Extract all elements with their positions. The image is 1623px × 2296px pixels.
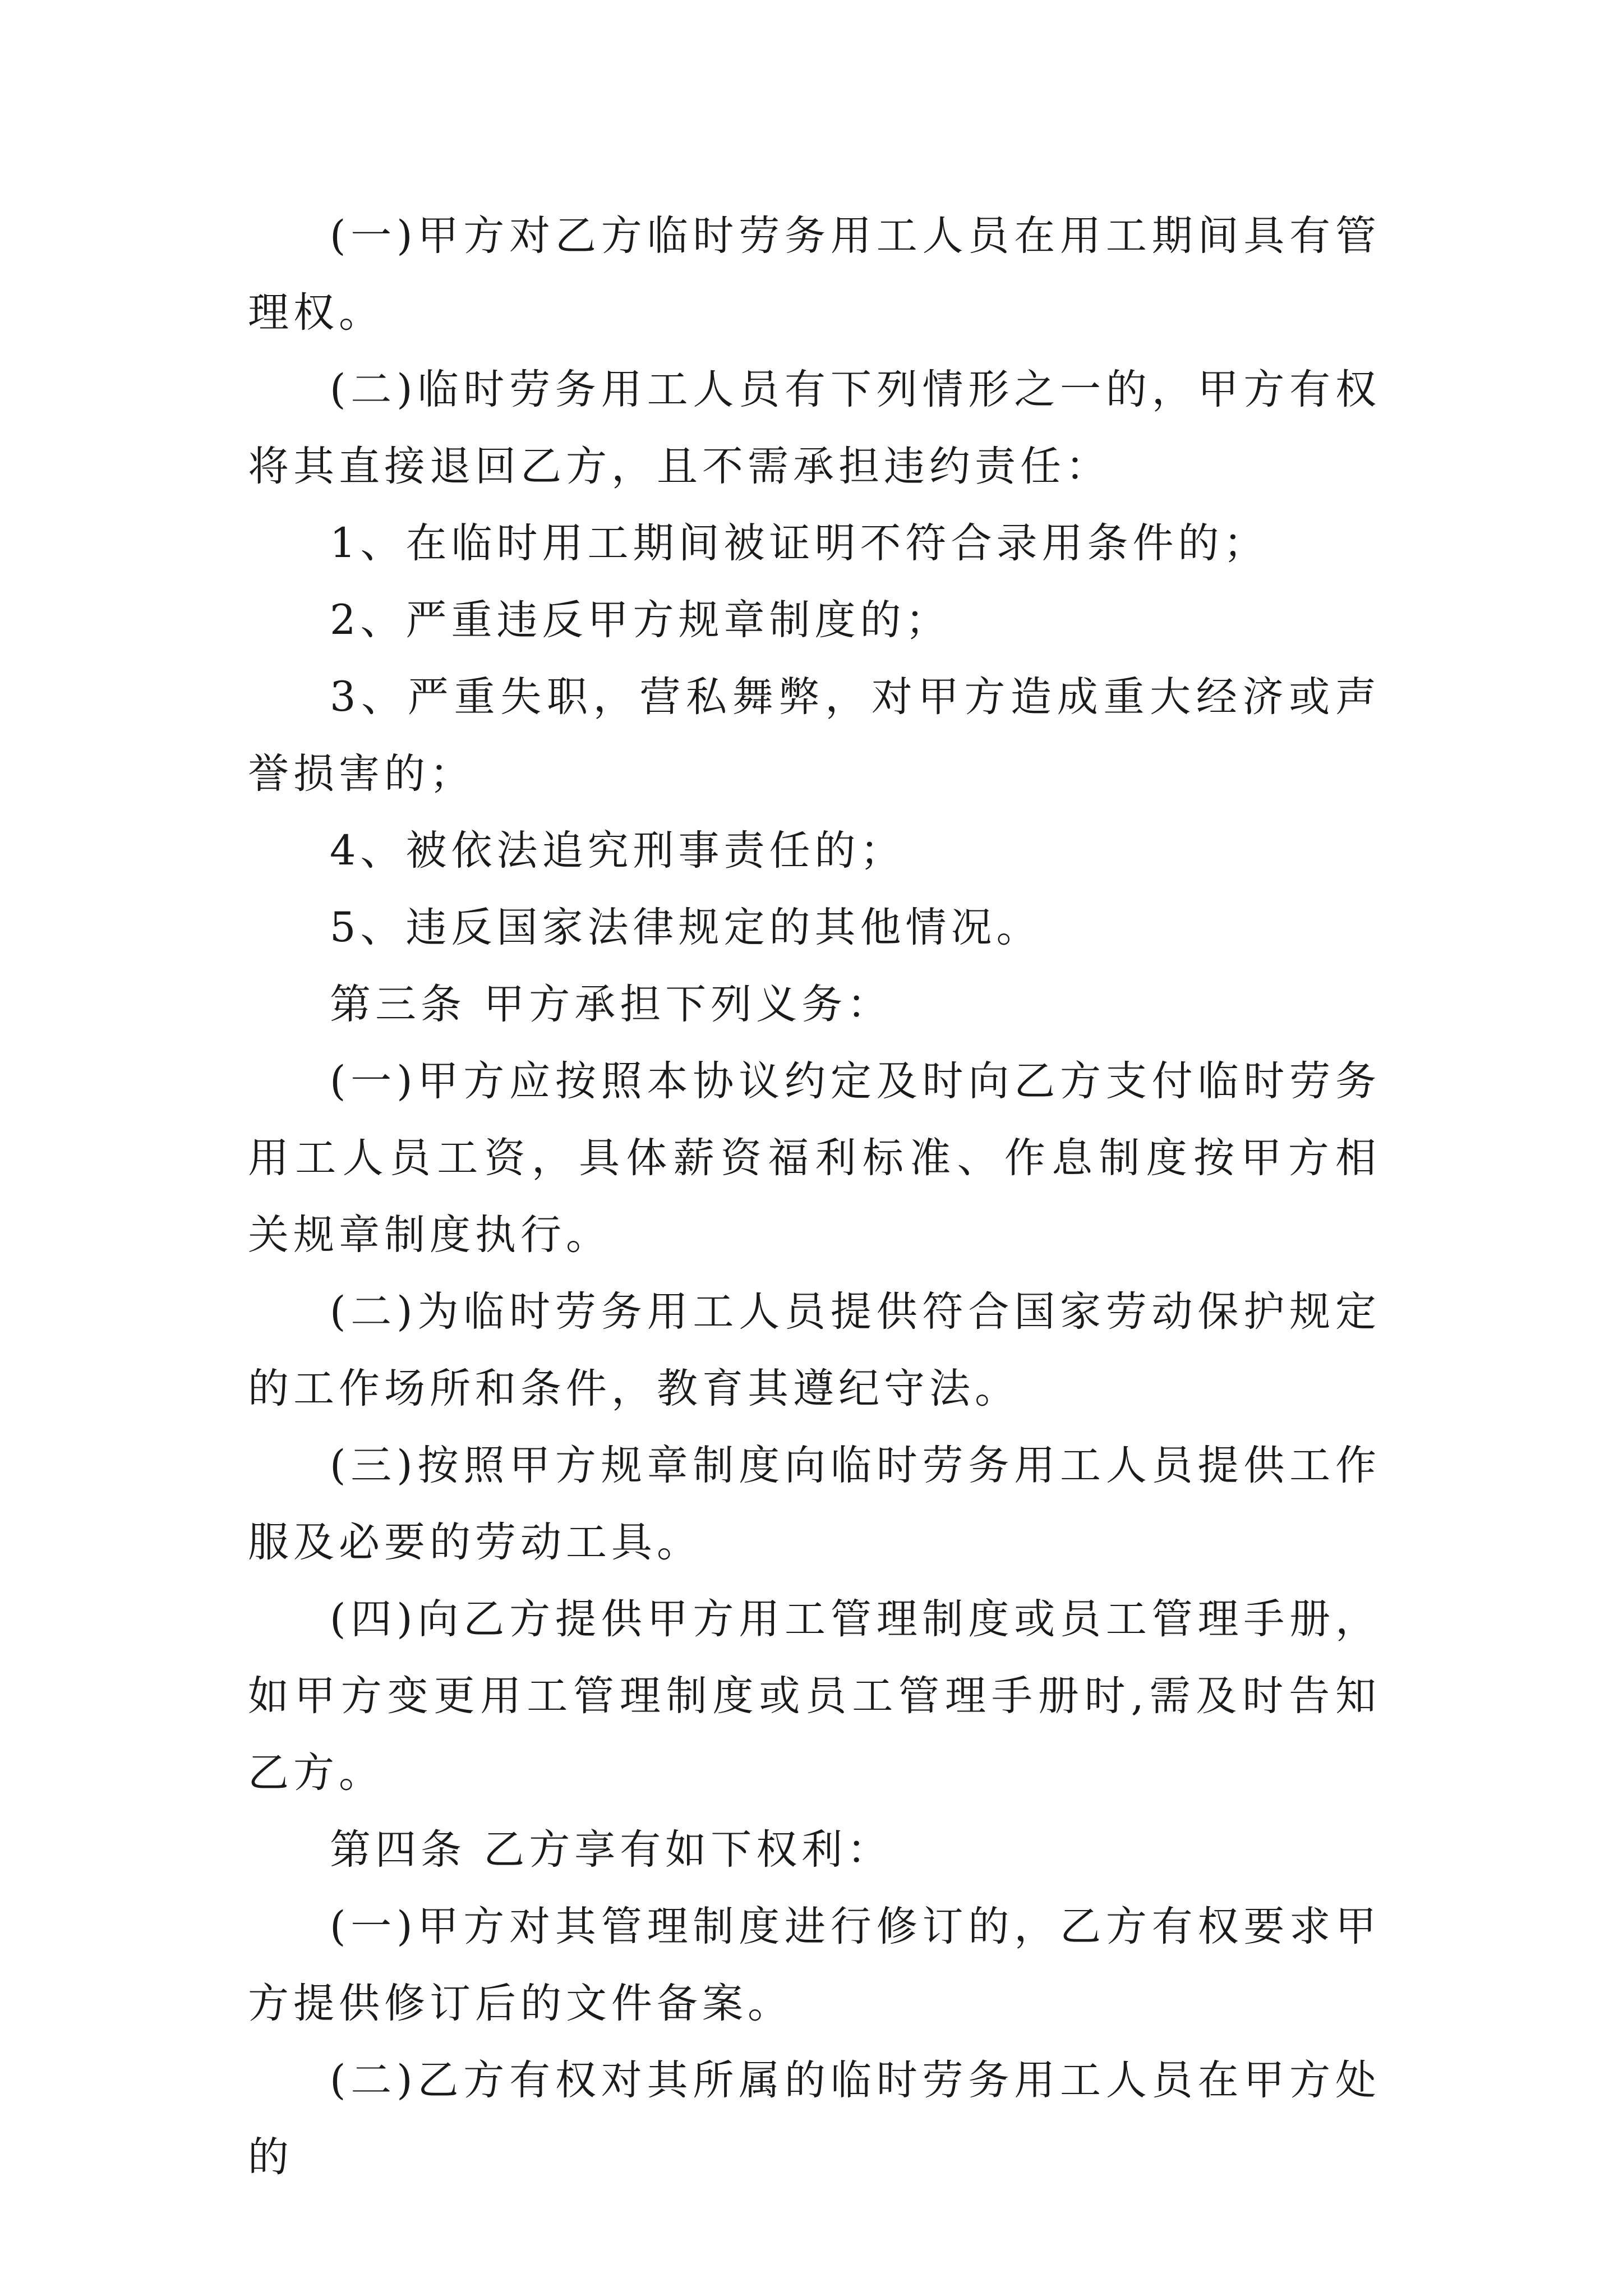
article-4-heading: 第四条 乙方享有如下权利： — [330, 1826, 893, 1874]
clause-1-1: (一)甲方对乙方临时劳务用工人员在用工期间具有管理权。 — [248, 212, 1381, 337]
article-3-heading: 第三条 甲方承担下列义务： — [330, 981, 893, 1028]
list-item: 2、严重违反甲方规章制度的； — [330, 596, 951, 644]
clause-4-1: (一)甲方对其管理制度进行修订的，乙方有权要求甲方提供修订后的文件备案。 — [248, 1903, 1381, 2027]
clause-3-3: (三)按照甲方规章制度向临时劳务用工人员提供工作服及必要的劳动工具。 — [248, 1442, 1381, 1566]
list-item: 3、严重失职，营私舞弊，对甲方造成重大经济或声誉损害的； — [248, 673, 1381, 798]
clause-3-2: (二)为临时劳务用工人员提供符合国家劳动保护规定的工作场所和条件，教育其遵纪守法。 — [248, 1288, 1381, 1412]
list-item: 5、违反国家法律规定的其他情况。 — [330, 904, 1042, 951]
clause-3-1: (一)甲方应按照本协议约定及时向乙方支付临时劳务用工人员工资，具体薪资福利标准、作息制度按甲方相关规章制度执行。 — [248, 1057, 1381, 1259]
document-body — [248, 197, 1381, 2196]
list-item: 4、被依法追究刑事责任的； — [330, 827, 906, 875]
list-item: 1、在临时用工期间被证明不符合录用条件的； — [330, 519, 1269, 567]
clause-1-2: (二)临时劳务用工人员有下列情形之一的，甲方有权将其直接退回乙方，且不需承担违约责任： — [248, 366, 1381, 490]
clause-3-4: (四)向乙方提供甲方用工管理制度或员工管理手册，如甲方变更用工管理制度或员工管理手册时,需及时告知乙方。 — [248, 1595, 1381, 1797]
clause-4-2: (二)乙方有权对其所属的临时劳务用工人员在甲方处的 — [248, 2056, 1381, 2181]
